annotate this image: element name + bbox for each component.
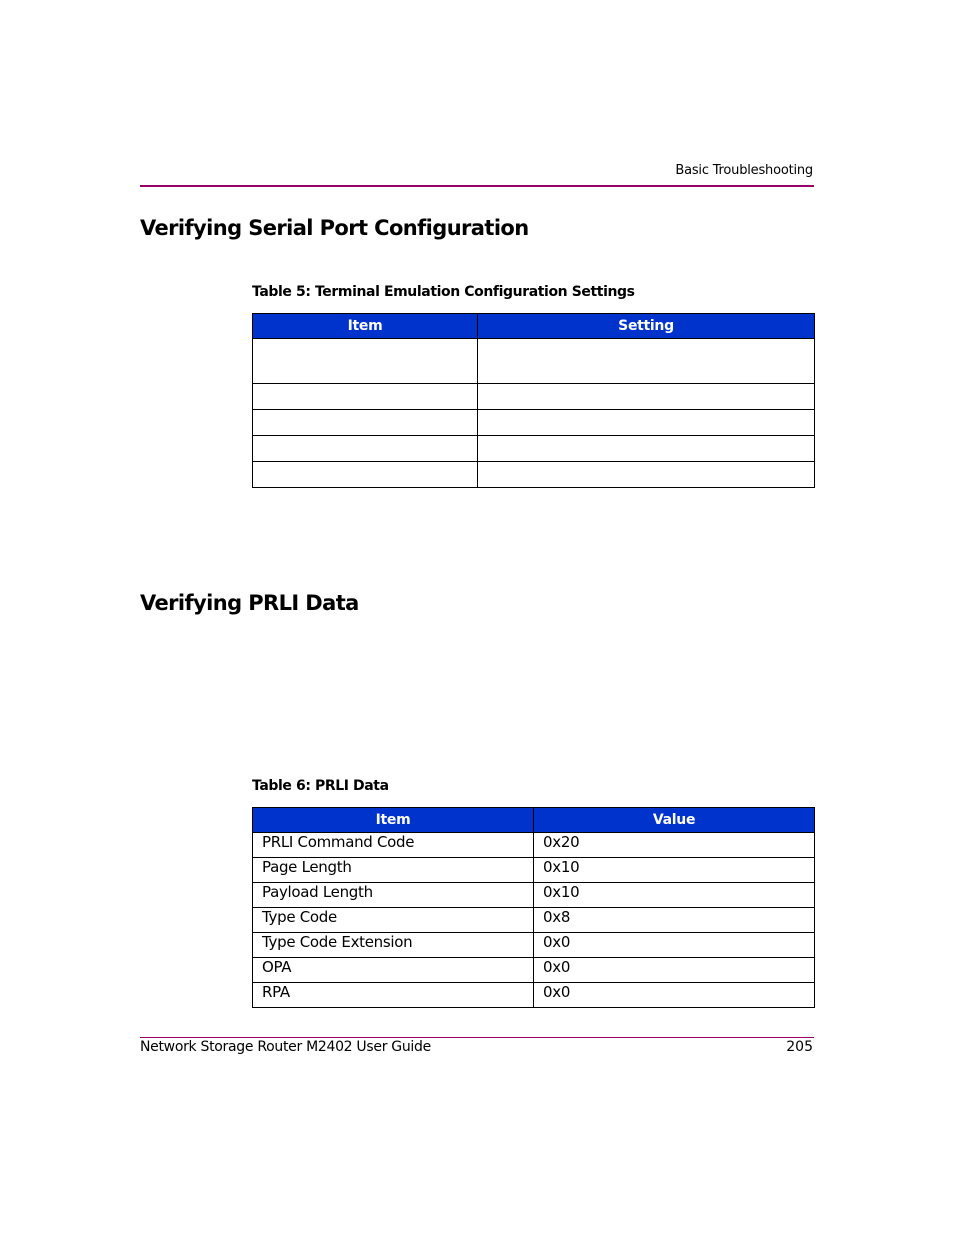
terminal-emulation-table: [252, 313, 815, 488]
column-header-item: Item: [253, 314, 478, 339]
table-cell: Type Code Extension: [253, 933, 534, 958]
table-cell: Type Code: [253, 908, 534, 933]
table-cell: 0x8: [534, 908, 815, 933]
table-row: [253, 339, 815, 384]
table-row: [253, 908, 815, 933]
table-row: [253, 833, 815, 858]
table-row: [253, 462, 815, 488]
table-cell: [478, 410, 815, 436]
column-header-setting: Setting: [478, 314, 815, 339]
table-6-caption: Table 6: PRLI Data: [252, 778, 389, 794]
table-cell: [253, 410, 478, 436]
table-header-row: [253, 314, 815, 339]
running-header: Basic Troubleshooting: [675, 163, 813, 178]
table-row: [253, 858, 815, 883]
table-row: [253, 883, 815, 908]
column-header-item: Item: [253, 808, 534, 833]
table-cell: [253, 436, 478, 462]
table-row: [253, 983, 815, 1008]
table-row: [253, 436, 815, 462]
table-cell: Payload Length: [253, 883, 534, 908]
table-cell: [253, 384, 478, 410]
table-5-caption: Table 5: Terminal Emulation Configuration Settings: [252, 284, 635, 300]
table-cell: Page Length: [253, 858, 534, 883]
table-row: [253, 933, 815, 958]
table-cell: RPA: [253, 983, 534, 1008]
column-header-value: Value: [534, 808, 815, 833]
table-cell: PRLI Command Code: [253, 833, 534, 858]
footer-rule: [140, 1037, 814, 1038]
table-header-row: [253, 808, 815, 833]
table-row: [253, 958, 815, 983]
table-cell: [478, 462, 815, 488]
table-cell: 0x0: [534, 958, 815, 983]
table-row: [253, 384, 815, 410]
table-cell: [478, 339, 815, 384]
table-cell: [478, 384, 815, 410]
table-cell: OPA: [253, 958, 534, 983]
table-cell: 0x10: [534, 858, 815, 883]
table-cell: 0x0: [534, 983, 815, 1008]
section-heading-serial-port: Verifying Serial Port Configuration: [140, 216, 529, 240]
table-cell: [478, 436, 815, 462]
footer-doc-title: Network Storage Router M2402 User Guide: [140, 1039, 431, 1055]
table-row: [253, 410, 815, 436]
prli-data-table: [252, 807, 815, 1008]
table-cell: 0x20: [534, 833, 815, 858]
header-rule: [140, 185, 814, 187]
table-cell: [253, 339, 478, 384]
table-cell: 0x0: [534, 933, 815, 958]
table-cell: 0x10: [534, 883, 815, 908]
table-cell: [253, 462, 478, 488]
page-number: 205: [786, 1039, 813, 1055]
section-heading-prli: Verifying PRLI Data: [140, 591, 359, 615]
